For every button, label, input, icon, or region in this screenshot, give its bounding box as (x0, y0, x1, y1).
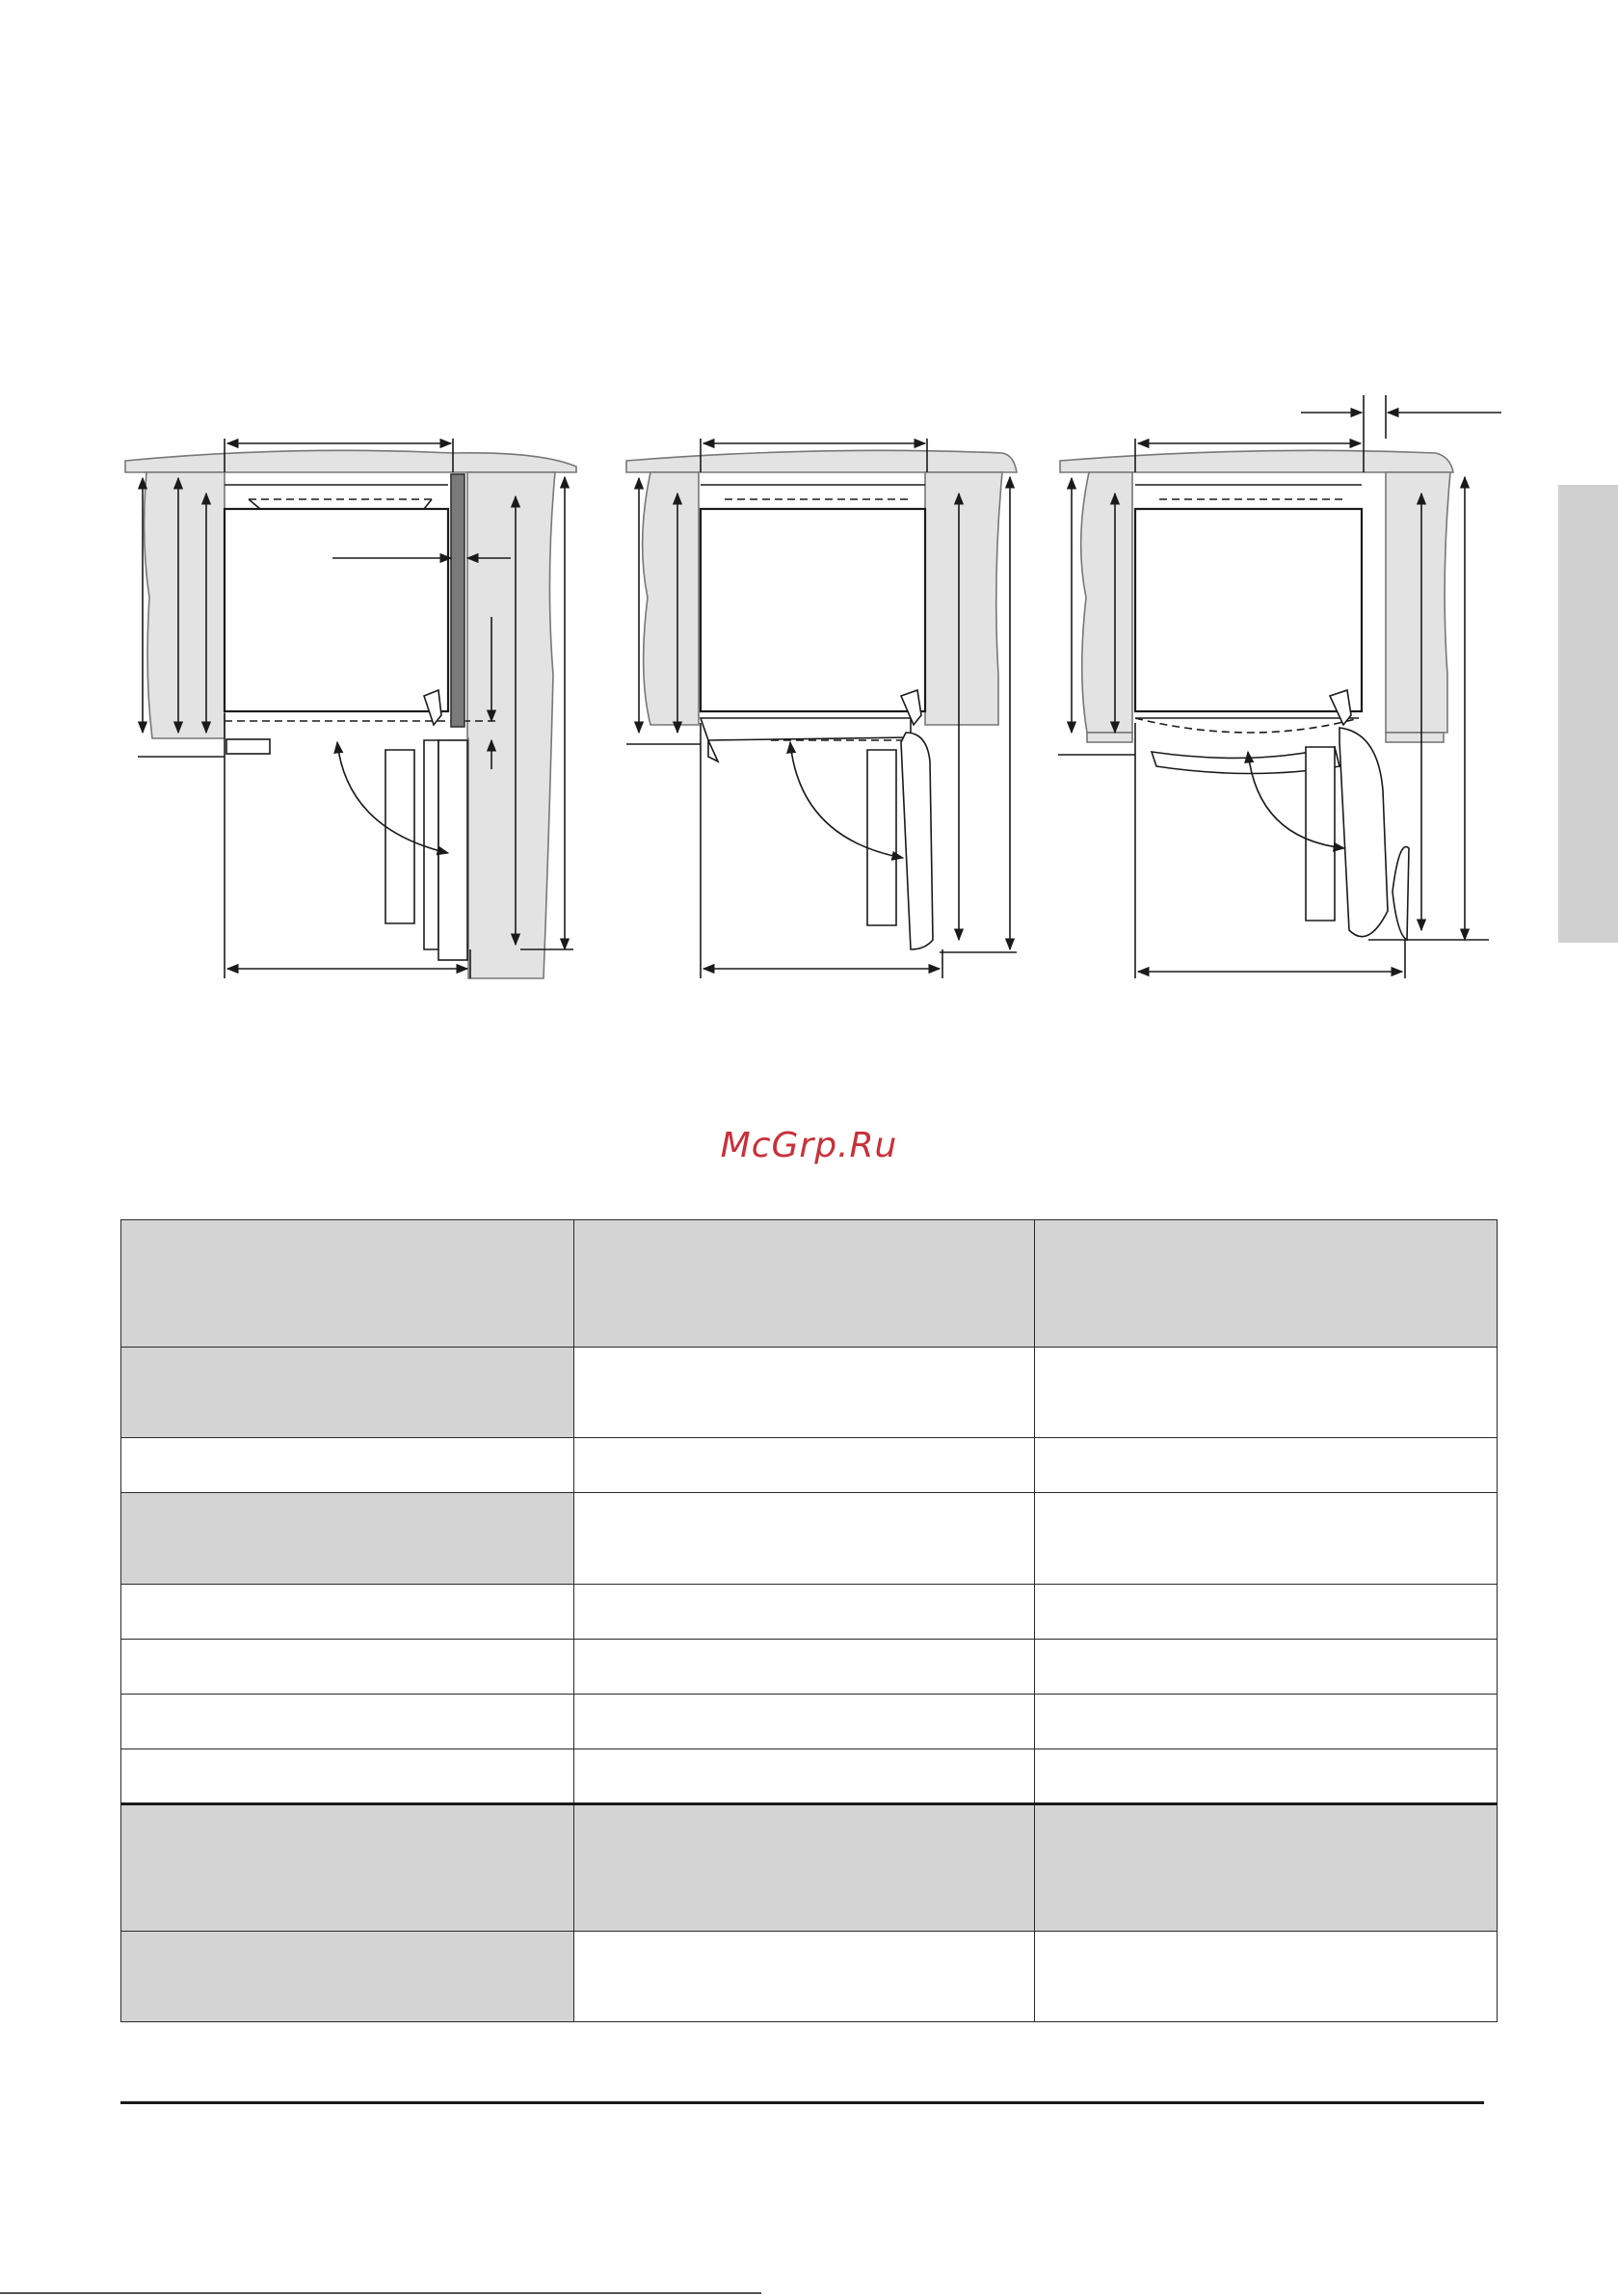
table-row (121, 1804, 1498, 1932)
left-cabinet (643, 472, 699, 725)
appliance-body (701, 509, 925, 711)
table-cell (121, 1348, 574, 1438)
section-tab (1558, 485, 1618, 943)
table-cell (1035, 1640, 1498, 1695)
table-cell (1035, 1749, 1498, 1804)
table-cell (121, 1220, 574, 1348)
table-cell (121, 1640, 574, 1695)
table-cell (574, 1640, 1035, 1695)
table-row (121, 1695, 1498, 1749)
table-row (121, 1749, 1498, 1804)
table-cell (1035, 1493, 1498, 1585)
table-cell (574, 1695, 1035, 1749)
table-cell (121, 1493, 574, 1585)
table-cell (121, 1438, 574, 1493)
appliance-body (225, 509, 448, 711)
door-open (1306, 728, 1388, 937)
table-cell (1035, 1348, 1498, 1438)
table-cell (121, 1749, 574, 1804)
footer-rule (120, 2101, 1484, 2104)
table-cell (574, 1585, 1035, 1640)
table-cell (121, 1585, 574, 1640)
left-cabinet (145, 472, 225, 738)
table-row (121, 1493, 1498, 1585)
table-cell (1035, 1220, 1498, 1348)
table-cell (1035, 1695, 1498, 1749)
door-open (385, 740, 438, 949)
right-cabinet (925, 472, 1002, 725)
worktop (125, 450, 576, 472)
right-cabinet (1386, 472, 1450, 733)
decor-panel (451, 474, 464, 727)
diagram-flat-door (1058, 395, 1501, 978)
spec-table (120, 1219, 1498, 2022)
table-row (121, 1348, 1498, 1438)
worktop (1060, 450, 1453, 472)
hinge (1330, 690, 1351, 725)
table-row (121, 1640, 1498, 1695)
right-cabinet (467, 472, 555, 978)
table-cell (1035, 1585, 1498, 1640)
table-cell (574, 1749, 1035, 1804)
appliance-body (1135, 509, 1362, 711)
diagram-sliding-door (626, 439, 1017, 978)
watermark: McGrp.Ru (720, 1126, 898, 1165)
diagram-fixed-decor-door (125, 439, 576, 978)
table-cell (121, 1932, 574, 2022)
table-cell (1035, 1932, 1498, 2022)
door-open (867, 733, 933, 949)
table-cell (574, 1220, 1035, 1348)
left-cabinet (1081, 472, 1132, 733)
hinge (424, 690, 441, 725)
table-cell (1035, 1804, 1498, 1932)
table-cell (574, 1438, 1035, 1493)
table-cell (574, 1804, 1035, 1932)
table-row (121, 1438, 1498, 1493)
table-row (121, 1220, 1498, 1348)
table-cell (574, 1932, 1035, 2022)
scan-artifact (0, 2292, 761, 2294)
installation-diagrams (0, 0, 1618, 1060)
table-cell (121, 1804, 574, 1932)
table-cell (1035, 1438, 1498, 1493)
worktop (626, 450, 1017, 472)
table-cell (574, 1348, 1035, 1438)
table-row (121, 1585, 1498, 1640)
table-cell (121, 1695, 574, 1749)
table-row (121, 1932, 1498, 2022)
table-cell (574, 1493, 1035, 1585)
